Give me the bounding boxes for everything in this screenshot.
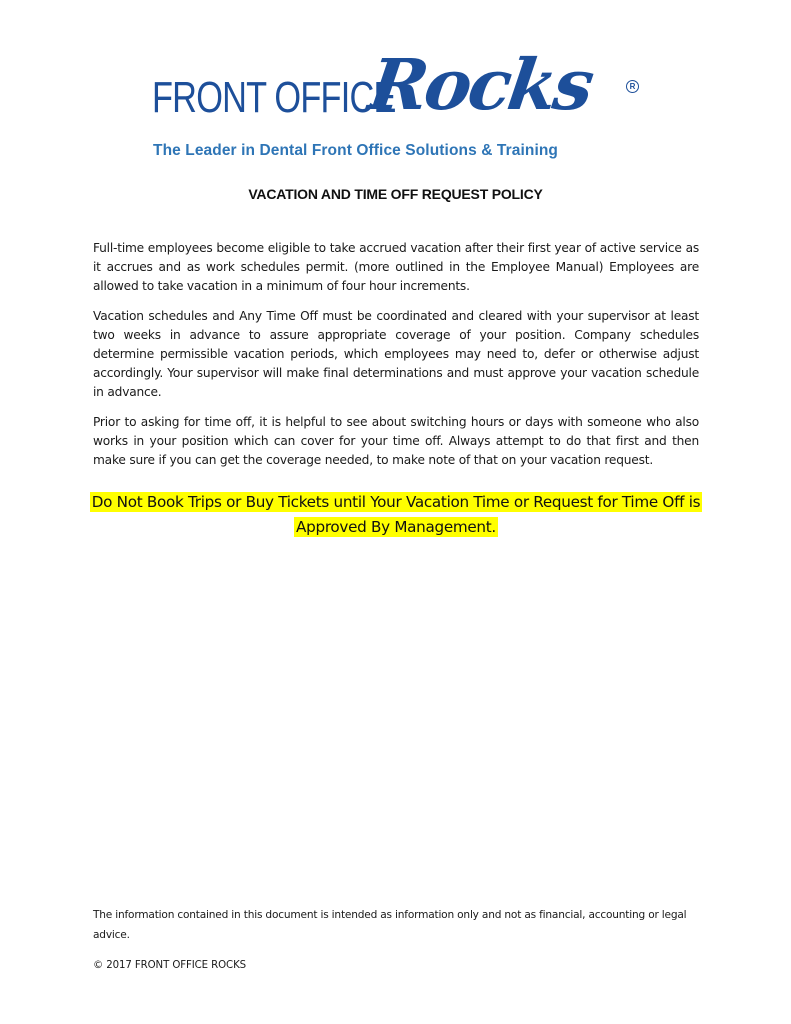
footer-disclaimer: The information contained in this document is intended as information only and not as financial, accounting or legal advice. — [93, 909, 687, 941]
footer-copyright: © 2017 FRONT OFFICE ROCKS — [93, 960, 247, 971]
highlighted-notice-text: Do Not Book Trips or Buy Tickets until Your Vacation Time or Request for Time Off is Approved By Management. — [91, 493, 701, 536]
policy-paragraph-coverage: Prior to asking for time off, it is helpful to see about switching hours or days with someone who also works in your position which can cover for your time off. Always attempt to do that first and then make sure if you can get the coverage needed, to make note of that on your vacation request. — [93, 414, 699, 468]
logo-wordmark-front-office: FRONT OFFICE — [152, 73, 396, 122]
document-title: VACATION AND TIME OFF REQUEST POLICY — [248, 186, 543, 202]
logo-tagline: The Leader in Dental Front Office Solutions & Training — [153, 142, 558, 159]
company-logo — [152, 43, 642, 164]
registered-trademark-icon: R — [626, 80, 639, 93]
logo-wordmark-rocks: Rocks — [364, 43, 597, 126]
policy-paragraph-eligibility: Full-time employees become eligible to take accrued vacation after their first year of active service as it accrues and as work schedules permit. (more outlined in the Employee Manual) Employees are allowed to take vacation in a minimum of four hour increments. — [93, 241, 699, 294]
policy-body — [93, 239, 699, 480]
highlighted-notice — [86, 490, 706, 540]
policy-paragraph-scheduling: Vacation schedules and Any Time Off must be coordinated and cleared with your supervisor at least two weeks in advance to assure appropriate coverage of your position. Company schedules determine permissible vacation periods, which employees may need to, defer or otherwise adjust accordingly. Your supervisor will make final determinations and must approve your vacation schedule in advance. — [93, 308, 699, 400]
